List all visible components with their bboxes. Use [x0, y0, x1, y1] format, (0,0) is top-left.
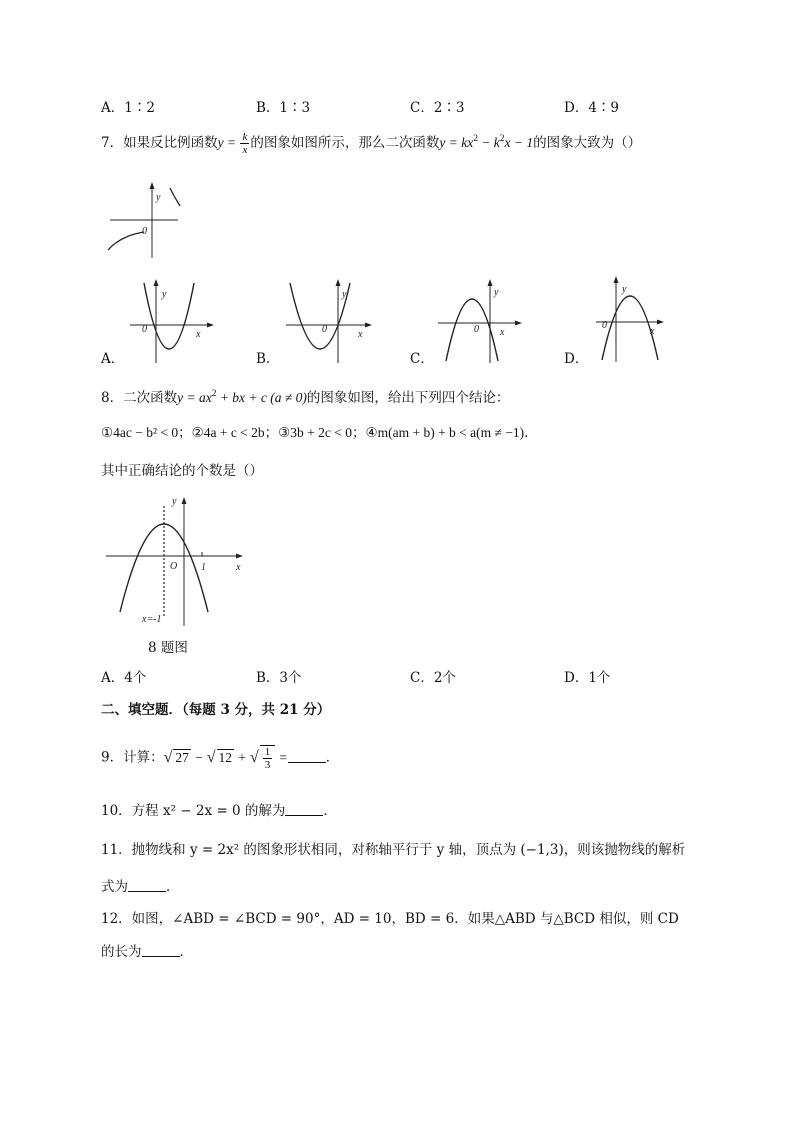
q7-quadratic: $y = kx^2 - k^2x - 1$: [439, 134, 534, 150]
q7-graph-a-origin-label: 0: [142, 324, 147, 335]
q6-option-b: B．1∶3: [256, 100, 311, 116]
q11-line1: 11．抛物线和 y = 2x² 的图象形状相同，对称轴平行于 y 轴，顶点为 (−1,3)，则该抛物线的解析: [101, 842, 686, 858]
q8-prefix: 8．二次函数: [101, 390, 178, 406]
q8-stem: [101, 385, 509, 407]
q9-suffix: ．: [325, 749, 340, 766]
q6-option-a: A．1∶2: [101, 100, 155, 116]
q7-graph-b-origin-label: 0: [322, 324, 327, 335]
q7-graph-a-y-label: y: [162, 289, 167, 300]
q8-suffix: 的图象如图，给出下列四个结论：: [306, 390, 510, 406]
q8-y-label: y: [172, 496, 177, 507]
q7-suffix: 的图象大致为（）: [533, 135, 642, 151]
q7-graph-b-x-label: x: [358, 329, 363, 340]
q7-option-d: D．: [564, 351, 589, 367]
q6-option-d: D．4∶9: [564, 100, 620, 116]
q7-inverse-function: y = $\frac{k}{x}$: [217, 131, 248, 157]
q8-x-label: x: [236, 562, 241, 573]
q7-stem: [101, 130, 641, 156]
q7-graph-c-origin-label: 0: [474, 324, 479, 335]
q7-option-c: C．: [410, 351, 434, 367]
q7-option-a: A．: [101, 351, 125, 367]
q9-expression: √ 27 − √ 12 + √ $\frac{1}{3}$ =: [163, 746, 288, 771]
q12-answer-blank[interactable]: [142, 944, 180, 957]
q10-suffix: ．: [323, 803, 337, 819]
q7-graph-c: [434, 275, 529, 365]
q7-graph-d-y-label: y: [622, 284, 627, 295]
q7-graph-d: [592, 272, 672, 364]
q7-graph-a-x-label: x: [196, 329, 201, 340]
q10-text: 10．方程 x² − 2x = 0 的解为: [101, 803, 286, 819]
q12-suffix: ．: [179, 944, 193, 960]
q8-origin-label: O: [170, 561, 178, 572]
q8-function: $y = ax^2$ + bx + c (a ≠ 0): [177, 389, 307, 405]
q8-question: 其中正确结论的个数是（）: [101, 463, 263, 479]
q11-line2: [101, 878, 180, 896]
q6-option-c: C．2∶3: [410, 100, 465, 116]
q7-graph-d-x-label: x: [650, 326, 655, 337]
q8-option-d: D．1个: [564, 670, 611, 686]
q7-hyperbola-graph: [100, 180, 190, 260]
q8-conclusions: ①4ac − b² < 0；②4a + c < 2b；③3b + 2c < 0；④m(am + b) + b < a(m ≠ −1)．: [101, 425, 538, 440]
q7-graph-d-origin-label: 0: [602, 320, 607, 331]
q12-line2-text: 的长为: [101, 944, 142, 960]
q7-graph-b-y-label: y: [342, 289, 347, 300]
q8-axis-label: x=-1: [142, 614, 162, 625]
section-2-title: 二、填空题．（每题 3 分，共 21 分）: [101, 702, 331, 718]
q11-answer-blank[interactable]: [128, 879, 166, 892]
q7-graph-b: [282, 275, 377, 365]
q8-option-b: B．3个: [256, 670, 302, 686]
q8-option-c: C．2个: [410, 670, 456, 686]
q7-hyperbola-origin-label: 0: [142, 226, 147, 237]
q8-figure-caption: 8 题图: [148, 640, 188, 656]
q11-suffix: ．: [166, 879, 180, 895]
q8-option-a: A．4个: [101, 670, 147, 686]
q9-prefix: 9．计算：: [101, 749, 164, 766]
q8-parabola-graph: [104, 492, 250, 632]
q10-stem: [101, 802, 337, 820]
q12-line2: [101, 943, 193, 961]
q7-graph-a: [126, 275, 218, 365]
q7-hyperbola-y-label: y: [156, 192, 161, 203]
q8-one-label: 1: [201, 562, 206, 573]
q7-option-b: B．: [256, 351, 280, 367]
q9-stem: [101, 745, 339, 771]
q7-graph-c-y-label: y: [494, 287, 499, 298]
q7-graph-c-x-label: x: [500, 327, 505, 338]
q11-line2-text: 式为: [101, 879, 128, 895]
q7-prefix: 7．如果反比例函数: [101, 135, 218, 151]
q10-answer-blank[interactable]: [285, 803, 323, 816]
q9-answer-blank[interactable]: [288, 750, 326, 763]
q7-mid: 的图象如图所示，那么二次函数: [250, 135, 440, 151]
q12-line1: 12．如图，∠ABD = ∠BCD = 90°，AD = 10，BD = 6．如果△ABD 与△BCD 相似，则 CD: [101, 911, 679, 927]
